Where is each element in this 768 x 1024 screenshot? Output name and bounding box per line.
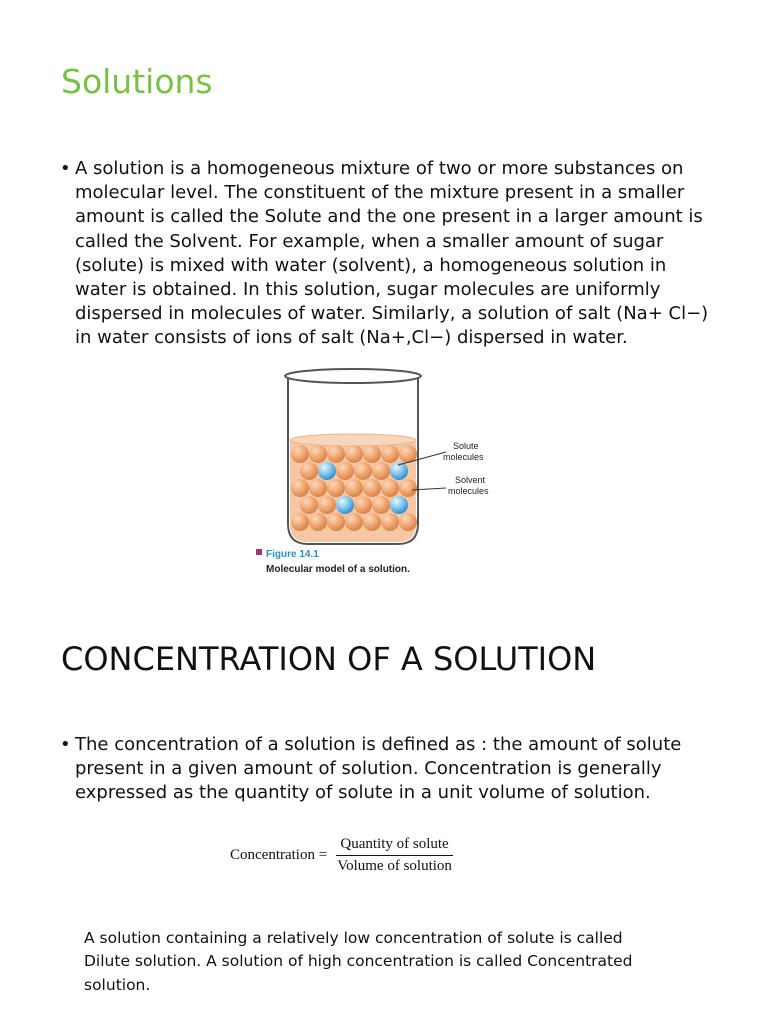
solvent-molecule (291, 479, 309, 497)
solvent-molecule (345, 445, 363, 463)
solvent-molecule (381, 513, 399, 531)
solvent-molecule (381, 445, 399, 463)
solvent-molecule (327, 479, 345, 497)
solvent-molecule (399, 513, 417, 531)
solvent-molecule (300, 496, 318, 514)
solvent-molecule (309, 445, 327, 463)
solvent-molecule (309, 513, 327, 531)
figure-caption-text: Molecular model of a solution. (266, 564, 410, 575)
solute-label-line1: Solute (453, 441, 479, 451)
solution-definition-bullet (60, 157, 720, 351)
figure-caption-number: Figure 14.1 (266, 549, 319, 560)
caption-marker (256, 549, 262, 555)
solvent-molecule (345, 513, 363, 531)
solute-molecule (390, 496, 408, 514)
solute-label-line2: molecules (443, 452, 484, 462)
solvent-molecule (345, 479, 363, 497)
solvent-molecule (336, 462, 354, 480)
beaker-rim (285, 369, 421, 383)
solvent-molecule (327, 445, 345, 463)
solvent-molecule (309, 479, 327, 497)
solvent-molecule (354, 462, 372, 480)
section-heading-concentration: CONCENTRATION OF A SOLUTION (61, 640, 597, 678)
solvent-molecule (291, 513, 309, 531)
beaker-figure (250, 362, 520, 582)
formula-numerator: Quantity of solute (336, 836, 452, 856)
bullet-marker: • (60, 158, 71, 179)
solution-definition-text: A solution is a homogeneous mixture of two or more substances on molecular level. The constituent of the mixture present in a smaller amount is called the Solute and the one present in a larger amount is called the Solvent. For example, when a smaller amount of sugar (solute) is mixed with water (solvent), a homogeneous solution in water is obtained. In this solution, sugar molecules are uniformly dispersed in molecules of water. Similarly, a solution of salt (Na+ Cl−) in water consists of ions of salt (Na+,Cl−) dispersed in water. (75, 158, 709, 349)
solvent-molecule (363, 479, 381, 497)
solvent-molecule (372, 462, 390, 480)
solvent-molecule (399, 479, 417, 497)
page-title: Solutions (61, 62, 213, 101)
solvent-molecule (291, 445, 309, 463)
solvent-molecule (318, 496, 336, 514)
solvent-molecules (291, 445, 417, 531)
solute-molecule (336, 496, 354, 514)
solvent-label-line2: molecules (448, 486, 489, 496)
bullet-marker: • (60, 734, 71, 755)
formula-lhs: Concentration = (230, 847, 328, 863)
formula-denominator: Volume of solution (337, 858, 452, 874)
concentration-definition-bullet (60, 733, 720, 806)
formula-fraction (333, 836, 456, 875)
liquid-surface (290, 434, 416, 446)
solvent-molecule (354, 496, 372, 514)
solute-molecule (318, 462, 336, 480)
solvent-molecule (363, 445, 381, 463)
solvent-molecule (363, 513, 381, 531)
solvent-molecule (300, 462, 318, 480)
dilute-concentrated-note: A solution containing a relatively low concentration of solute is called Dilute solution. A solution of high concentration is called Concentrated solution. (84, 929, 633, 994)
solvent-molecule (327, 513, 345, 531)
solvent-label-line1: Solvent (455, 475, 486, 485)
solvent-molecule (381, 479, 399, 497)
concentration-formula (230, 836, 456, 875)
solvent-molecule (372, 496, 390, 514)
concentration-definition-text: The concentration of a solution is defined as : the amount of solute present in a given amount of solution. Concentration is generally expressed as the quantity of solute in a unit volume of solution. (75, 734, 682, 804)
